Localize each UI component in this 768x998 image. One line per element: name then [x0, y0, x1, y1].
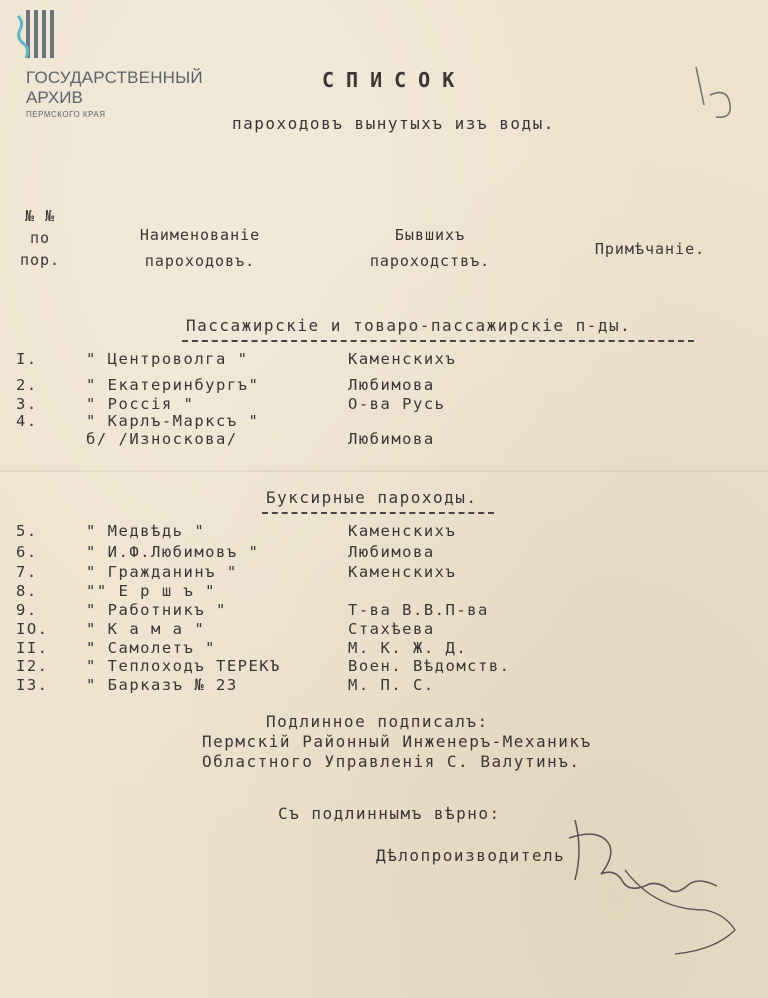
table-row [0, 376, 768, 396]
former-owner: Любимова [348, 376, 435, 394]
former-owner: Т-ва В.В.П-ва [348, 601, 489, 619]
row-number: 5. [16, 522, 38, 540]
former-owner: Любимова [348, 543, 435, 561]
archive-logo-icon [12, 6, 62, 66]
former-owner: Стахѣева [348, 620, 435, 638]
column-header-former-line: Бывшихъ [394, 226, 466, 244]
ship-name: " Теплоходъ ТЕРЕКЪ [86, 657, 281, 675]
table-row [0, 563, 768, 583]
former-owner: Воен. Вѣдомств. [348, 657, 511, 675]
row-number: I. [16, 350, 38, 368]
document-title: СПИСОК [322, 68, 467, 92]
certified-copy-line: Съ подлиннымъ вѣрно: [278, 804, 501, 823]
section-title-passenger: Пассажирскіе и товаро-пассажирскіе п-ды. [186, 316, 632, 335]
table-row [0, 639, 768, 659]
signature-original-line: Подлинное подписалъ: [266, 712, 489, 731]
ship-name: " Гражданинъ " [86, 563, 238, 581]
column-header-number-line: по [29, 229, 51, 247]
column-header-number [10, 205, 70, 271]
table-row [0, 582, 768, 602]
row-number: 9. [16, 601, 38, 619]
paper-fold [0, 470, 768, 472]
handwritten-signature [565, 810, 755, 960]
former-owner: М. К. Ж. Д. [348, 639, 468, 657]
ship-name: " И.Ф.Любимовъ " [86, 543, 260, 561]
table-row [0, 676, 768, 696]
ship-name: " Самолетъ " [86, 639, 216, 657]
ship-name: " Работникъ " [86, 601, 227, 619]
ship-name: " Карлъ-Марксъ " [86, 412, 260, 430]
table-row [0, 543, 768, 563]
table-row [0, 430, 768, 450]
clerk-title: Дѣлопроизводитель [376, 846, 566, 865]
column-header-former-line: пароходствъ. [369, 252, 491, 270]
table-row [0, 350, 768, 370]
row-number: 7. [16, 563, 38, 581]
logo-text-line3: ПЕРМСКОГО КРАЯ [26, 110, 106, 119]
column-header-note: Примѣчаніе. [594, 240, 706, 258]
former-owner: О-ва Русь [348, 395, 446, 413]
signature-title-line: Пермскій Районный Инженеръ-Механикъ [202, 732, 592, 751]
column-header-former-owner [360, 222, 500, 274]
row-number: 4. [16, 412, 38, 430]
former-owner: Каменскихъ [348, 350, 457, 368]
logo-text-line2: АРХИВ [26, 88, 83, 107]
row-number: 6. [16, 543, 38, 561]
row-number: II. [16, 639, 49, 657]
row-number: IO. [16, 620, 49, 638]
table-row [0, 412, 768, 432]
ship-name: " Екатеринбургъ" [86, 376, 260, 394]
row-number: 2. [16, 376, 38, 394]
ship-name: б/ /Износкова/ [86, 430, 238, 448]
section-title-tugboats: Буксирные пароходы. [266, 488, 478, 507]
column-header-name-line: Наименованіе [139, 226, 261, 244]
table-row [0, 522, 768, 542]
handwritten-page-number [688, 65, 748, 121]
row-number: 3. [16, 395, 38, 413]
ship-name: " Центроволга " [86, 350, 249, 368]
logo-text-line1: ГОСУДАРСТВЕННЫЙ [26, 68, 203, 87]
section-underline [182, 340, 694, 342]
ship-name: "" Е р ш ъ " [86, 582, 216, 600]
ship-name: " Барказъ № 23 [86, 676, 238, 694]
former-owner: Каменскихъ [348, 522, 457, 540]
section-underline [262, 512, 494, 514]
row-number: 8. [16, 582, 38, 600]
table-row [0, 620, 768, 640]
former-owner: М. П. С. [348, 676, 435, 694]
document-subtitle: пароходовъ вынутыхъ изъ воды. [232, 114, 555, 133]
ship-name: " Россія " [86, 395, 195, 413]
column-header-name [120, 222, 280, 274]
column-header-number-line: пор. [19, 251, 61, 269]
table-row [0, 601, 768, 621]
signature-name-line: Областного Управленія С. Валутинъ. [202, 752, 581, 771]
row-number: I3. [16, 676, 49, 694]
ship-name: " К а м а " [86, 620, 206, 638]
former-owner: Каменскихъ [348, 563, 457, 581]
column-header-name-line: пароходовъ. [144, 252, 256, 270]
column-header-number-line: № № [24, 207, 56, 225]
table-row [0, 657, 768, 677]
ship-name: " Медвѣдь " [86, 522, 206, 540]
former-owner: Любимова [348, 430, 435, 448]
row-number: I2. [16, 657, 49, 675]
